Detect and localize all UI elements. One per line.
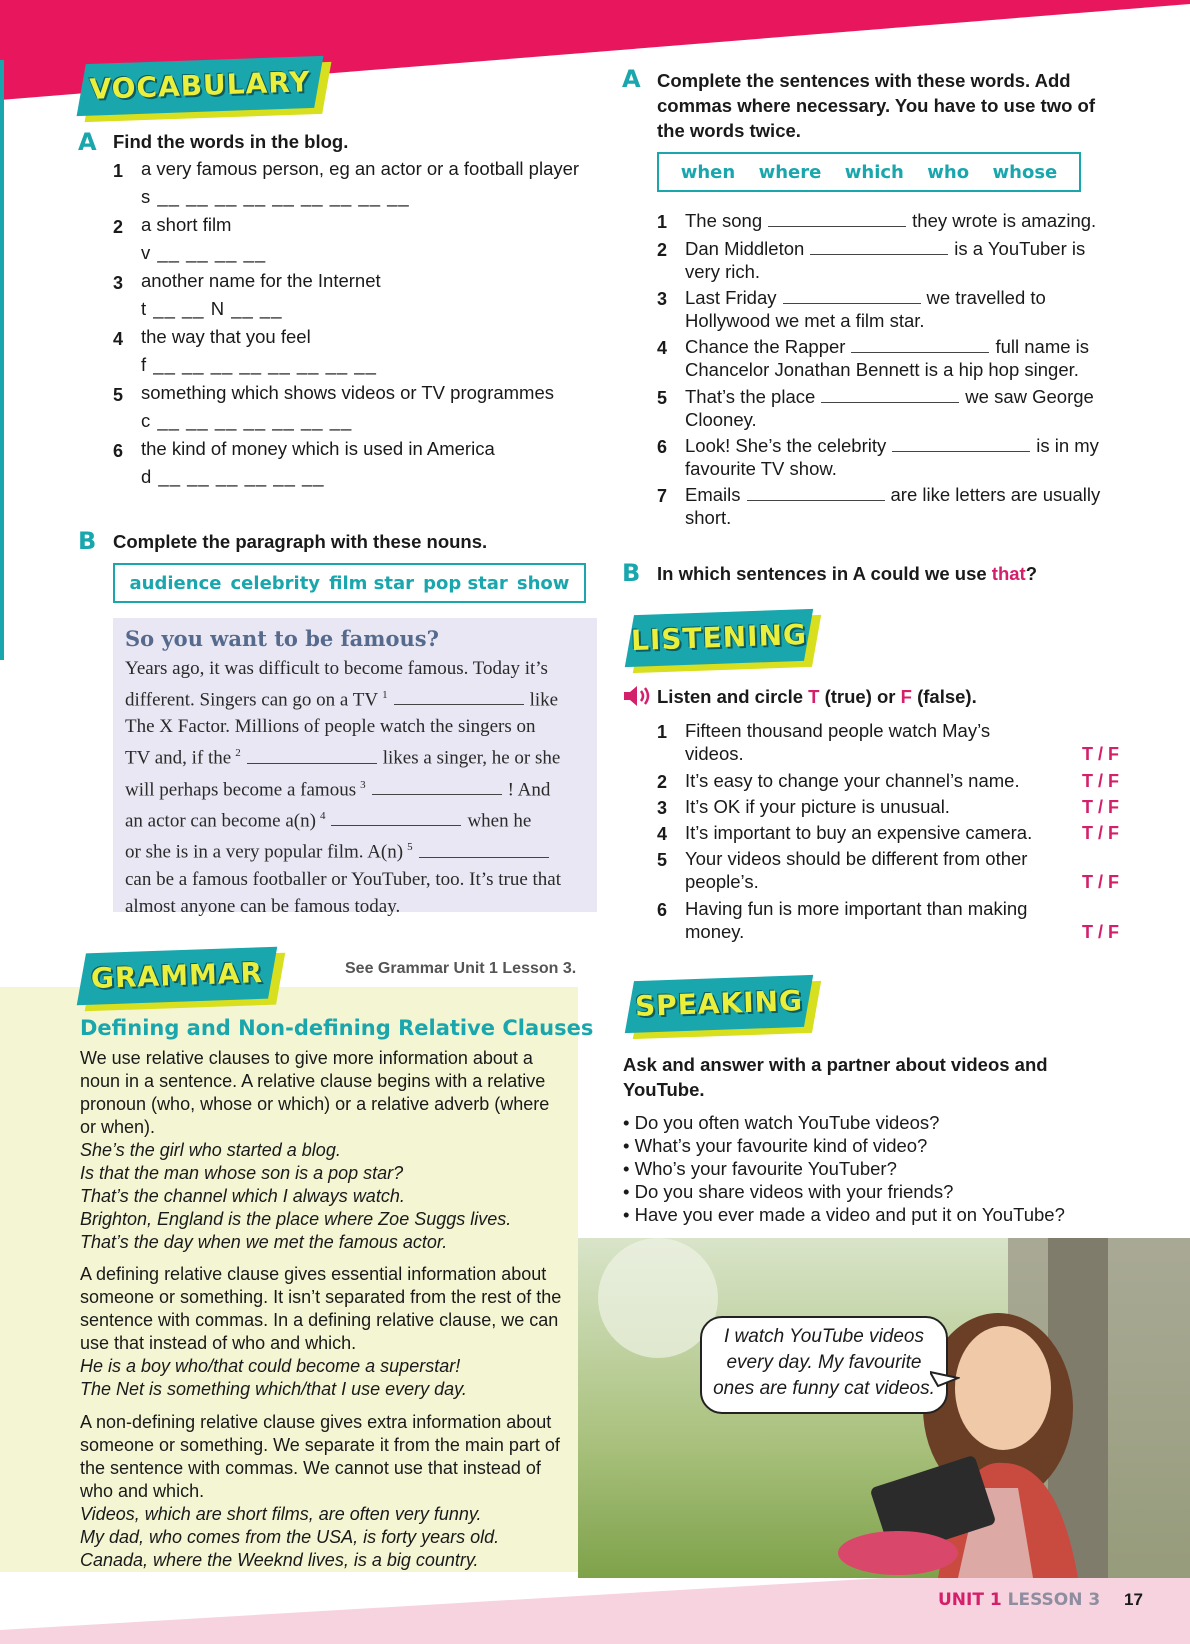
blog-line-text: an actor can become a(n) xyxy=(125,810,316,832)
blog-line xyxy=(125,682,585,713)
blog-line xyxy=(125,803,585,834)
vocab-item-hint: s __ __ __ __ __ __ __ __ __ xyxy=(141,186,410,207)
grammar-example: She’s the girl who started a blog. xyxy=(80,1140,341,1160)
word-pop-star: pop star xyxy=(423,572,508,594)
listening-item-number: 2 xyxy=(657,772,668,792)
blog-line xyxy=(125,655,585,682)
vocab-item-text: a very famous person, eg an actor or a football player xyxy=(141,158,580,179)
vocab-item-text: the kind of money which is used in America xyxy=(141,438,495,459)
sentence-line xyxy=(685,210,1125,232)
true-false-choice[interactable]: T / F xyxy=(1082,771,1119,791)
left-teal-stripe xyxy=(0,60,4,660)
vocab-item-hint: f __ __ __ __ __ __ __ __ xyxy=(141,354,377,375)
blog-line xyxy=(125,772,585,803)
grammar-nondefining xyxy=(80,1411,570,1503)
listening-banner xyxy=(630,612,808,672)
sentence-after: full name is xyxy=(995,336,1090,357)
word-whose: whose xyxy=(992,161,1058,183)
true-false-choice[interactable]: T / F xyxy=(1082,823,1119,843)
speaking-banner xyxy=(630,978,808,1038)
sentence-line xyxy=(685,386,1125,408)
blog-line-text: different. Singers can go on a TV xyxy=(125,689,379,711)
sentence-before: Emails xyxy=(685,484,741,505)
listening-item-text: It’s OK if your picture is unusual. xyxy=(685,796,950,817)
sentence-number: 6 xyxy=(657,437,668,457)
answer-blank xyxy=(394,690,524,705)
listen-t: T xyxy=(808,686,820,707)
sentence-after: they wrote is amazing. xyxy=(912,210,1097,231)
listening-instruction xyxy=(657,686,977,708)
listening-item-continuation: videos. xyxy=(685,743,744,764)
listening-item-text: Your videos should be different from other xyxy=(685,848,1028,869)
answer-blank xyxy=(331,811,461,826)
true-false-choice[interactable]: T / F xyxy=(1082,744,1119,764)
true-false-choice[interactable]: T / F xyxy=(1082,872,1119,892)
sentence-before: The song xyxy=(685,210,763,231)
answer-blank xyxy=(247,749,377,764)
grammar-example: Canada, where the Weeknd lives, is a big country. xyxy=(80,1550,479,1570)
grammar-defining-text: A defining relative clause gives essential information about someone or something. It isn’t separated from the rest of the sentence with commas. In a defining relative clause, we can use that instead of who and which. xyxy=(80,1264,562,1353)
listening-item-text: It’s easy to change your channel’s name. xyxy=(685,770,1020,791)
grammar-example: The Net is something which/that I use every day. xyxy=(80,1379,467,1399)
vocab-a-instruction: Find the words in the blog. xyxy=(113,131,349,152)
sentence-continuation: Chancelor Jonathan Bennett is a hip hop singer. xyxy=(685,359,1079,380)
right-a-instruction: Complete the sentences with these words. Add commas where necessary. You have to use two of the words twice. xyxy=(657,70,1095,141)
vocabulary-banner-text: VOCABULARY xyxy=(88,65,312,106)
grammar-defining xyxy=(80,1263,570,1355)
blog-box xyxy=(113,618,597,917)
sentence-continuation: Clooney. xyxy=(685,409,757,430)
sentence-after: we travelled to xyxy=(926,287,1046,308)
sentence-continuation: Hollywood we met a film star. xyxy=(685,310,925,331)
vocab-item-number: 3 xyxy=(113,273,124,293)
grammar-example: Videos, which are short films, are often very funny. xyxy=(80,1504,482,1524)
page-number: 17 xyxy=(1124,1590,1143,1609)
listen-post: (false). xyxy=(911,686,977,707)
grammar-banner xyxy=(82,950,272,1010)
blog-title: So you want to be famous? xyxy=(125,626,439,651)
answer-blank xyxy=(768,212,906,227)
blog-line xyxy=(125,713,585,740)
answer-blank xyxy=(892,437,1030,452)
audio-speaker-icon[interactable] xyxy=(622,683,654,714)
vocab-item-hint: v __ __ __ __ xyxy=(141,242,267,263)
answer-blank xyxy=(821,388,959,403)
blank-number: 1 xyxy=(382,689,388,701)
right-b-instruction xyxy=(657,563,1037,585)
sentence-number: 7 xyxy=(657,486,668,506)
grammar-intro xyxy=(80,1047,570,1139)
vocab-b-letter: B xyxy=(78,527,97,555)
nouns-word-box xyxy=(113,563,586,603)
listening-item-continuation: money. xyxy=(685,921,745,942)
grammar-examples-3 xyxy=(80,1503,570,1572)
vocab-item-hint: t __ __ N __ __ xyxy=(141,298,283,319)
right-b-instr-pre: In which sentences in A could we use xyxy=(657,563,992,584)
vocab-item-hint: d __ __ __ __ __ __ xyxy=(141,466,325,487)
listening-item-number: 4 xyxy=(657,824,668,844)
blog-line-after: when he xyxy=(467,810,532,832)
speaking-banner-text: SPEAKING xyxy=(634,984,804,1023)
sentence-number: 3 xyxy=(657,289,668,309)
word-where: where xyxy=(758,161,822,183)
right-b-instr-that: that xyxy=(991,563,1026,584)
listening-item-number: 1 xyxy=(657,722,668,742)
grammar-heading: Defining and Non-defining Relative Clauses xyxy=(80,1016,594,1040)
sentence-before: Look! She’s the celebrity xyxy=(685,435,887,456)
listening-item-text: Fifteen thousand people watch May’s xyxy=(685,720,991,741)
sentence-line xyxy=(685,238,1125,260)
word-who: who xyxy=(927,161,970,183)
sentence-line xyxy=(685,435,1125,457)
blog-line-after: likes a singer, he or she xyxy=(382,747,561,769)
sentence-line xyxy=(685,484,1125,506)
speaking-question: • Do you share videos with your friends? xyxy=(623,1181,954,1202)
blog-line-text: Years ago, it was difficult to become famous. Today it’s xyxy=(125,658,548,679)
listen-pre: Listen and circle xyxy=(657,686,809,707)
blog-line-after: like xyxy=(529,689,559,711)
relative-words-box xyxy=(657,152,1081,192)
sentence-continuation: favourite TV show. xyxy=(685,458,837,479)
blank-number: 4 xyxy=(319,809,326,822)
word-celebrity: celebrity xyxy=(230,572,321,594)
blog-line-text: or she is in a very popular film. A(n) xyxy=(125,841,404,863)
sentence-before: That’s the place xyxy=(685,386,816,407)
sentence-before: Last Friday xyxy=(685,287,777,308)
grammar-example: Is that the man whose son is a pop star? xyxy=(80,1163,404,1183)
blog-line xyxy=(125,893,585,920)
right-b-letter: B xyxy=(622,559,641,587)
sentence-number: 1 xyxy=(657,212,668,232)
footer-unit-lesson xyxy=(938,1590,1100,1610)
vocabulary-banner xyxy=(82,60,318,120)
answer-blank xyxy=(372,780,502,795)
blog-line xyxy=(125,834,585,865)
listening-item-continuation: people’s. xyxy=(685,871,759,892)
listening-item-number: 5 xyxy=(657,850,668,870)
grammar-example: My dad, who comes from the USA, is forty years old. xyxy=(80,1527,500,1547)
word-show: show xyxy=(516,572,570,594)
blog-body xyxy=(125,655,585,920)
word-audience: audience xyxy=(129,572,222,594)
sentence-number: 5 xyxy=(657,388,668,408)
vocab-item-number: 4 xyxy=(113,329,124,349)
answer-blank xyxy=(747,486,885,501)
speech-text: I watch YouTube videos every day. My favourite ones are funny cat videos. xyxy=(713,1326,935,1399)
listening-item-number: 3 xyxy=(657,798,668,818)
answer-blank xyxy=(419,843,549,858)
grammar-example: That’s the channel which I always watch. xyxy=(80,1186,405,1206)
footer-unit: UNIT 1 xyxy=(938,1590,1002,1610)
true-false-choice[interactable]: T / F xyxy=(1082,797,1119,817)
vocab-a-letter: A xyxy=(78,128,97,156)
grammar-example: That’s the day when we met the famous actor. xyxy=(80,1232,448,1252)
speaking-bullets xyxy=(623,1111,1065,1226)
sentence-line xyxy=(685,287,1125,309)
sentence-after: we saw George xyxy=(965,386,1094,407)
speaking-instruction: Ask and answer with a partner about videos and YouTube. xyxy=(623,1054,1048,1100)
blank-number: 2 xyxy=(235,747,241,760)
sentence-continuation: short. xyxy=(685,507,732,528)
speaking-question: • Who’s your favourite YouTuber? xyxy=(623,1158,897,1179)
blank-number: 5 xyxy=(407,841,413,854)
word-when: when xyxy=(680,161,736,183)
answer-blank xyxy=(810,240,948,255)
answer-blank xyxy=(851,338,989,353)
sentence-after: are like letters are usually xyxy=(890,484,1101,505)
vocab-item-number: 5 xyxy=(113,385,124,405)
grammar-reference: See Grammar Unit 1 Lesson 3. xyxy=(345,960,577,977)
vocab-item-hint: c __ __ __ __ __ __ __ xyxy=(141,410,353,431)
blog-line-text: almost anyone can be famous today. xyxy=(125,895,401,917)
vocab-item-text: the way that you feel xyxy=(141,326,311,347)
right-b-instr-post: ? xyxy=(1025,563,1038,584)
speaking-question: • Have you ever made a video and put it on YouTube? xyxy=(623,1204,1065,1225)
speaking-question: • What’s your favourite kind of video? xyxy=(623,1135,928,1156)
listen-mid: (true) or xyxy=(819,686,901,707)
sentence-continuation: very rich. xyxy=(685,261,761,282)
grammar-banner-text: GRAMMAR xyxy=(90,956,264,995)
vocab-b-instruction: Complete the paragraph with these nouns. xyxy=(113,531,488,552)
blank-number: 3 xyxy=(360,778,366,791)
vocab-item-text: another name for the Internet xyxy=(141,270,381,291)
listening-item-text: Having fun is more important than making xyxy=(685,898,1028,919)
grammar-examples-2 xyxy=(80,1355,570,1401)
blog-line-text: can be a famous footballer or YouTuber, too. It’s true that xyxy=(125,868,561,890)
true-false-choice[interactable]: T / F xyxy=(1082,922,1119,942)
sentence-number: 4 xyxy=(657,338,668,358)
vocab-item-text: something which shows videos or TV programmes xyxy=(141,382,554,403)
answer-blank xyxy=(783,289,921,304)
sentence-before: Chance the Rapper xyxy=(685,336,846,357)
word-film-star: film star xyxy=(329,572,414,594)
grammar-examples-1 xyxy=(80,1139,570,1254)
speaking-question: • Do you often watch YouTube videos? xyxy=(623,1112,940,1133)
blog-line xyxy=(125,740,585,771)
sentence-before: Dan Middleton xyxy=(685,238,805,259)
blog-line-text: will perhaps become a famous xyxy=(125,778,357,800)
speech-bubble xyxy=(700,1316,948,1414)
listening-item-text: It’s important to buy an expensive camera. xyxy=(685,822,1033,843)
vocab-item-number: 1 xyxy=(113,161,124,181)
blog-line-text: TV and, if the xyxy=(125,747,232,769)
listening-banner-text: LISTENING xyxy=(630,617,808,658)
speech-bubble-tail xyxy=(930,1370,960,1394)
vocab-item-number: 6 xyxy=(113,441,124,461)
vocab-item-number: 2 xyxy=(113,217,124,237)
blog-line xyxy=(125,866,585,893)
vocab-item-text: a short film xyxy=(141,214,232,235)
blog-line-after: ! And xyxy=(507,778,551,800)
grammar-example: Brighton, England is the place where Zoe Suggs lives. xyxy=(80,1209,512,1229)
listen-f: F xyxy=(900,686,912,707)
sentence-after: is in my xyxy=(1036,435,1099,456)
grammar-example: He is a boy who/that could become a superstar! xyxy=(80,1356,461,1376)
right-a-letter: A xyxy=(622,65,641,93)
sentence-line xyxy=(685,336,1125,358)
blog-line-text: The X Factor. Millions of people watch the singers on xyxy=(125,716,536,738)
sentence-after: is a YouTuber is xyxy=(954,238,1086,259)
grammar-intro-text: We use relative clauses to give more information about a noun in a sentence. A relative clause begins with a relative pronoun (who, whose or which) or a relative adverb (where or when). xyxy=(80,1048,550,1137)
footer-lesson: LESSON 3 xyxy=(1007,1590,1101,1610)
word-which: which xyxy=(844,161,904,183)
grammar-nondefining-text: A non-defining relative clause gives extra information about someone or something. We separate it from the main part of the sentence with commas. We cannot use that instead of who and which. xyxy=(80,1412,560,1501)
sentence-number: 2 xyxy=(657,240,668,260)
listening-item-number: 6 xyxy=(657,900,668,920)
